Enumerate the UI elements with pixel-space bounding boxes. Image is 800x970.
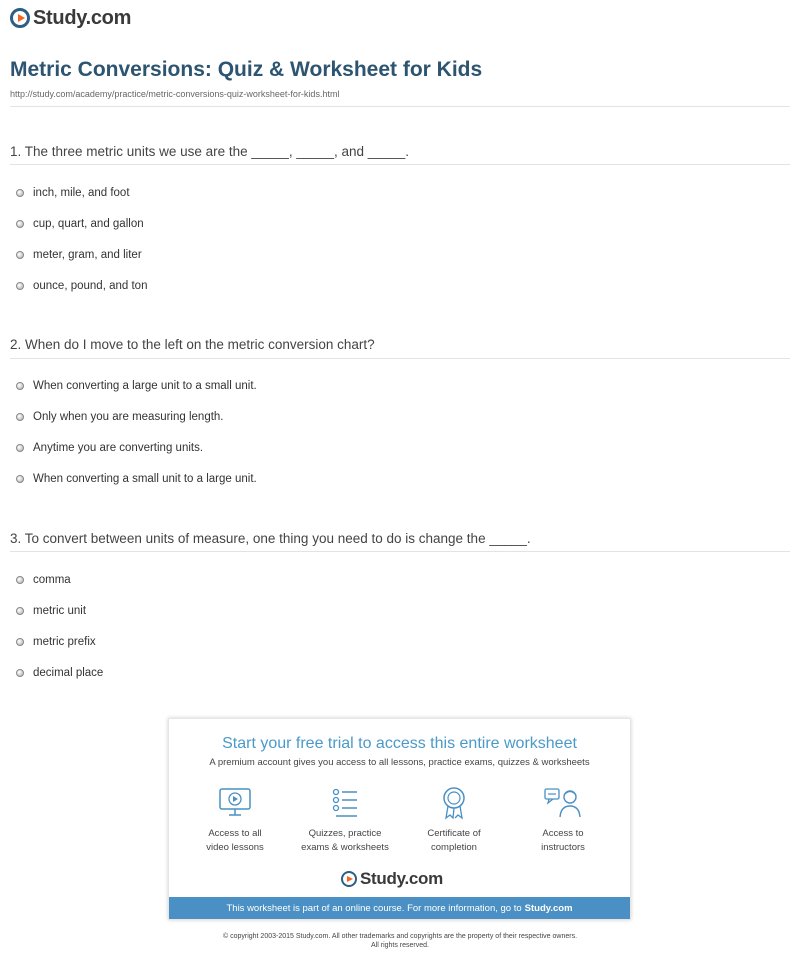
option-label: metric unit (33, 605, 87, 617)
radio-button-icon[interactable] (16, 413, 24, 421)
question-3: 3. To convert between units of measure, one thing you need to do is change the _____. (10, 531, 531, 546)
feature-label: video lessons (206, 842, 264, 853)
option-label: ounce, pound, and ton (33, 280, 148, 292)
answer-option[interactable] (16, 378, 257, 394)
answer-option[interactable] (16, 440, 203, 456)
copyright-line: © copyright 2003-2015 Study.com. All other trademarks and copyrights are the property of their respective owners. (222, 933, 578, 940)
certificate-icon (436, 785, 472, 821)
feature-label: Access to (542, 828, 584, 839)
option-label: meter, gram, and liter (33, 249, 142, 261)
page-title: Metric Conversions: Quiz & Worksheet for Kids (10, 58, 483, 81)
option-label: comma (33, 574, 71, 586)
option-label: When converting a large unit to a small unit. (33, 380, 257, 392)
rights-line: All rights reserved. (371, 942, 429, 949)
divider (10, 106, 790, 107)
promo-study-logo[interactable] (341, 869, 443, 889)
answer-option[interactable] (16, 247, 142, 263)
feature-video-lessons (185, 785, 285, 855)
option-label: decimal place (33, 667, 104, 679)
play-logo-icon (341, 871, 357, 887)
option-label: cup, quart, and gallon (33, 218, 144, 230)
feature-certificate (404, 785, 504, 855)
instructor-icon (543, 785, 583, 821)
answer-option[interactable] (16, 185, 130, 201)
free-trial-promo (168, 718, 631, 920)
feature-quizzes (295, 785, 395, 855)
feature-label: Access to all (208, 828, 262, 839)
radio-button-icon[interactable] (16, 220, 24, 228)
feature-label: exams & worksheets (301, 842, 389, 853)
radio-button-icon[interactable] (16, 607, 24, 615)
answer-option[interactable] (16, 278, 147, 294)
promo-info-bar (169, 897, 630, 919)
option-label: inch, mile, and foot (33, 187, 130, 199)
feature-instructors (513, 785, 613, 855)
radio-button-icon[interactable] (16, 382, 24, 390)
promo-bar-text: This worksheet is part of an online course. For more information, go to (226, 902, 522, 914)
feature-label: Certificate of (427, 828, 481, 839)
answer-option[interactable] (16, 471, 257, 487)
radio-button-icon[interactable] (16, 669, 24, 677)
page-url: http://study.com/academy/practice/metric-conversions-quiz-worksheet-for-kids.html (10, 89, 340, 99)
question-1: 1. The three metric units we use are the _____, _____, and _____. (10, 144, 410, 159)
promo-title[interactable]: Start your free trial to access this entire worksheet (222, 735, 577, 752)
study-logo[interactable] (10, 6, 131, 30)
option-label: When converting a small unit to a large unit. (33, 473, 257, 485)
option-label: Anytime you are converting units. (33, 442, 204, 454)
radio-button-icon[interactable] (16, 189, 24, 197)
feature-label: completion (431, 842, 477, 853)
radio-button-icon[interactable] (16, 282, 24, 290)
question-2: 2. When do I move to the left on the metric conversion chart? (10, 337, 375, 352)
logo-text: Study.com (360, 869, 443, 888)
divider (10, 164, 790, 165)
feature-label: Quizzes, practice (308, 828, 382, 839)
answer-option[interactable] (16, 665, 103, 681)
promo-bar-link[interactable]: Study.com (524, 902, 573, 914)
copyright-footer (0, 932, 800, 950)
divider (10, 358, 790, 359)
logo-text: Study.com (33, 6, 132, 29)
radio-button-icon[interactable] (16, 638, 24, 646)
answer-option[interactable] (16, 572, 71, 588)
feature-label: instructors (541, 842, 585, 853)
radio-button-icon[interactable] (16, 444, 24, 452)
answer-option[interactable] (16, 216, 144, 232)
radio-button-icon[interactable] (16, 576, 24, 584)
option-label: metric prefix (33, 636, 96, 648)
play-logo-icon (10, 8, 30, 28)
answer-option[interactable] (16, 603, 86, 619)
option-label: Only when you are measuring length. (33, 411, 224, 423)
promo-subtitle: A premium account gives you access to all lessons, practice exams, quizzes & worksheets (209, 757, 590, 768)
divider (10, 551, 790, 552)
quiz-list-icon (327, 785, 363, 821)
radio-button-icon[interactable] (16, 251, 24, 259)
answer-option[interactable] (16, 409, 224, 425)
answer-option[interactable] (16, 634, 96, 650)
video-lesson-icon (217, 785, 253, 821)
radio-button-icon[interactable] (16, 475, 24, 483)
